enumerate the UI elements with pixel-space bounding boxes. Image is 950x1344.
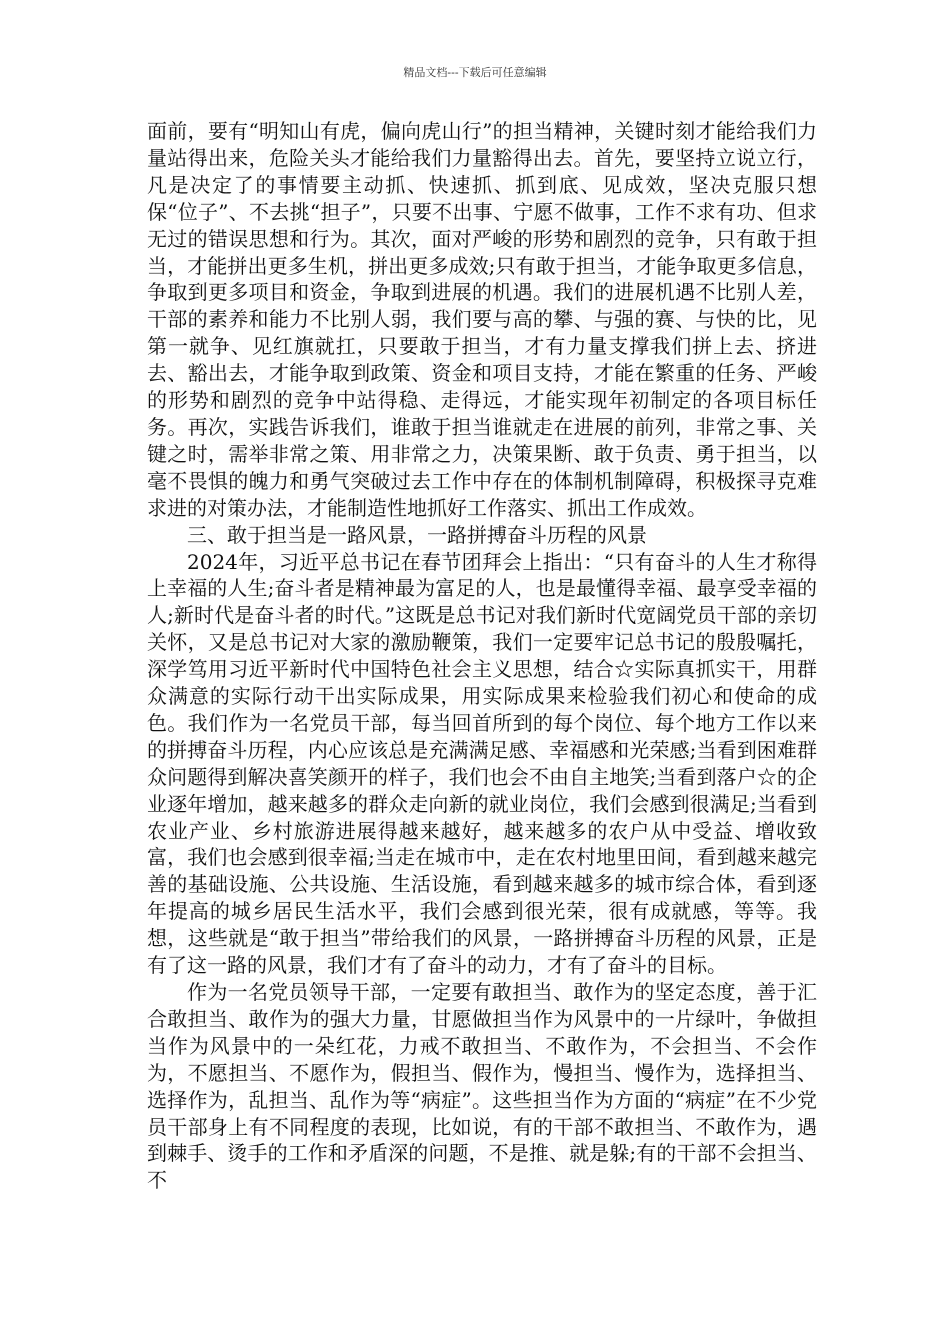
page-header: 精品文档---下载后可任意编辑 [403, 66, 547, 79]
section-heading: 三、敢于担当是一路风景，一路拼搏奋斗历程的风景 [187, 522, 647, 547]
paragraph: 2024年，习近平总书记在春节团拜会上指出：“只有奋斗的人生才称得上幸福的人生;奋斗者是精神最为富足的人，也是最懂得幸福、最享受幸福的人;新时代是奋斗者的时代。”这既是总书记对我们新时代宽阔党员干部的亲切关怀，又是总书记对大家的激励鞭策，我们一定要牢记总书记的殷殷嘱托，深学笃用习近平新时代中国特色社会主义思想，结合☆实际真抓实干，用群众满意的实际行动干出实际成果，用实际成果来检验我们初心和使命的成色。我们作为一名党员干部，每当回首所到的每个岗位、每个地方工作以来的拼搏奋斗历程，内心应该总是充满满足感、幸福感和光荣感;当看到困难群众问题得到解决喜笑颜开的样子，我们也会不由自主地笑;当看到落户☆的企业逐年增加，越来越多的群众走向新的就业岗位，我们会感到很满足;当看到农业产业、乡村旅游进展得越来越好，越来越多的农户从中受益、增收致富，我们也会感到很幸福;当走在城市中，走在农村地里田间，看到越来越完善的基础设施、公共设施、生活设施，看到越来越多的城市综合体，看到逐年提高的城乡居民生活水平，我们会感到很光荣，很有成就感，等等。我想，这些就是“敢于担当”带给我们的风景，一路拼搏奋斗历程的风景，正是有了这一路的风景，我们才有了奋斗的动力，才有了奋斗的目标。 [147, 549, 817, 978]
paragraph-continuation: 面前，要有“明知山有虎，偏向虎山行”的担当精神，关键时刻才能给我们力量站得出来，危险关头才能给我们力量豁得出去。首先，要坚持立说立行，凡是决定了的事情要主动抓、快速抓、抓到底、见成效，坚决克服只想保“位子”、不去挑“担子”，只要不出事、宁愿不做事，工作不求有功、但求无过的错误思想和行为。其次，面对严峻的形势和剧烈的竞争，只有敢于担当，才能拼出更多生机，拼出更多成效;只有敢于担当，才能争取更多信息，争取到更多项目和资金，争取到进展的机遇。我们的进展机遇不比别人差，干部的素养和能力不比别人弱，我们要与高的攀、与强的赛、与快的比，见第一就争、见红旗就扛，只要敢于担当，才有力量支撑我们拼上去、挤进去、豁出去，才能争取到政策、资金和项目支持，才能在繁重的任务、严峻的形势和剧烈的竞争中站得稳、走得远，才能实现年初制定的各项目标任务。再次，实践告诉我们，谁敢于担当谁就走在进展的前列，非常之事、关键之时，需举非常之策、用非常之力，决策果断、敢于负责、勇于担当，以毫不畏惧的魄力和勇气突破过去工作中存在的体制机制障碍，积极探寻克难求进的对策办法，才能制造性地抓好工作落实、抓出工作成效。 [147, 119, 817, 520]
document-body [147, 118, 817, 1194]
paragraph: 作为一名党员领导干部，一定要有敢担当、敢作为的坚定态度，善于汇合敢担当、敢作为的强大力量，甘愿做担当作为风景中的一片绿叶，争做担当作为风景中的一朵红花，力戒不敢担当、不敢作为，不会担当、不会作为，不愿担当、不愿作为，假担当、假作为，慢担当、慢作为，选择担当、选择作为，乱担当、乱作为等“病症”。这些担当作为方面的“病症”在不少党员干部身上有不同程度的表现，比如说，有的干部不敢担当、不敢作为，遇到棘手、烫手的工作和矛盾深的问题，不是推、就是躲;有的干部不会担当、不 [147, 980, 817, 1193]
